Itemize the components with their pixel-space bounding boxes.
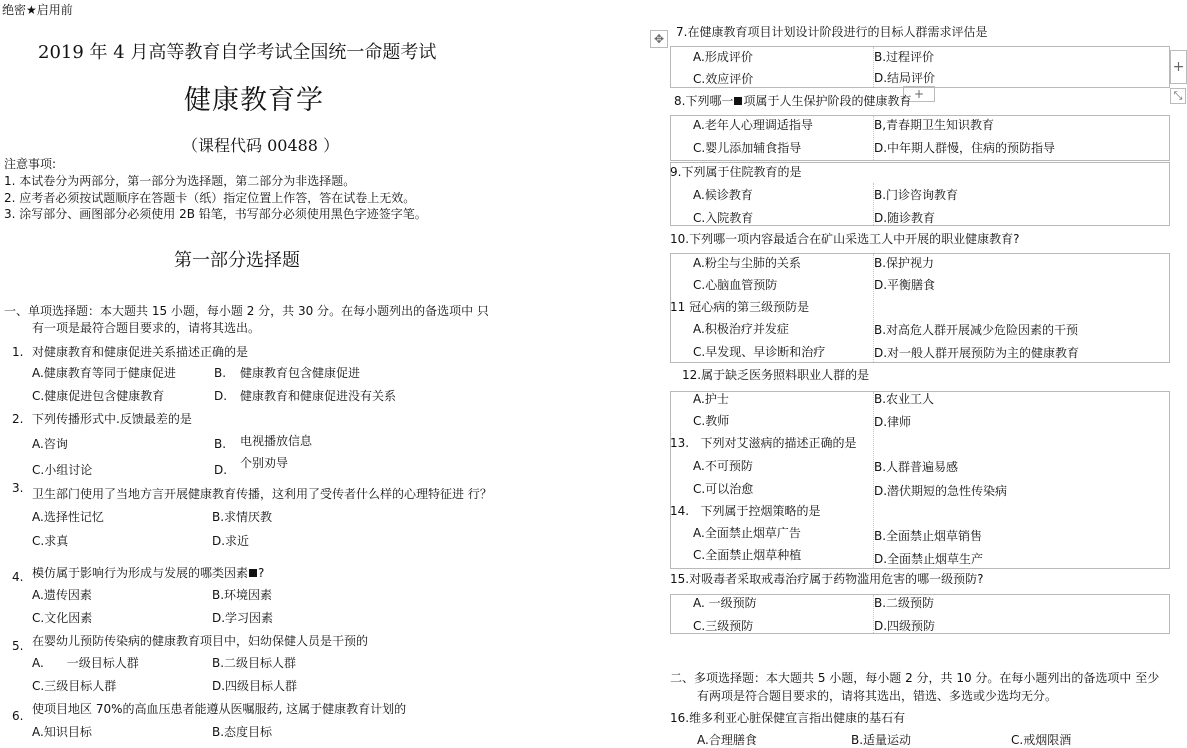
q15-option-a: A. 一级预防 xyxy=(693,596,757,610)
q6-option-b: B.态度目标 xyxy=(212,725,273,739)
q11-option-a: A.积极治疗并发症 xyxy=(693,322,789,336)
q6-text: 使项目地区 70%的高血压患者能遵从医嘱服药, 这属于健康教育计划的 xyxy=(32,702,407,716)
q15-text: 15.对吸毒者采取戒毒治疗属于药物滥用危害的哪一级预防? xyxy=(670,572,984,586)
q1-text: 对健康教育和健康促进关系描述正确的是 xyxy=(32,345,249,359)
q16-option-b: B.适量运动 xyxy=(851,733,912,747)
q5-text: 在婴幼儿预防传染病的健康教育项目中，妇幼保健人员是干预的 xyxy=(32,634,369,648)
exam-title: 2019 年 4 月高等教育自学考试全国统一命题考试 xyxy=(38,42,437,63)
q1-number: 1. xyxy=(12,345,24,359)
q16-option-c: C.戒烟限酒 xyxy=(1011,733,1072,747)
q11-text: 11 冠心病的第三级预防是 xyxy=(670,300,810,314)
q7-text: 7.在健康教育项目计划设计阶段进行的目标人群需求评估是 xyxy=(676,25,988,39)
q12-option-a: A.护士 xyxy=(693,392,729,406)
q15-option-c: C.三级预防 xyxy=(693,619,754,633)
q7-option-c: C.效应评价 xyxy=(693,72,754,86)
redaction-mark xyxy=(249,569,257,577)
q1-option-d: 健康教育和健康促进没有关系 xyxy=(240,389,397,403)
q14-option-c: C.全面禁止烟草种植 xyxy=(693,548,802,562)
q8-option-d: D.中年期人群慢，住病的预防指导 xyxy=(874,141,1056,155)
q4-text-tail: ? xyxy=(258,566,265,580)
q11-option-d: D.对一般人群开展预防为主的健康教育 xyxy=(874,346,1080,360)
q8-option-b: B,青春期卫生知识教育 xyxy=(874,118,995,132)
q10-option-d: D.平衡膳食 xyxy=(874,278,936,292)
q5-number: 5. xyxy=(12,639,24,653)
q12-option-b: B.农业工人 xyxy=(874,392,935,406)
q13-text: 13. 下列对艾滋病的描述正确的是 xyxy=(670,436,857,450)
q4-option-c: C.文化因素 xyxy=(32,611,93,625)
q14-text: 14. 下列属于控烟策略的是 xyxy=(670,504,821,518)
q3-option-d: D.求近 xyxy=(212,534,250,548)
part1-title: 第一部分选择题 xyxy=(174,250,300,271)
q4-option-d: D.学习因素 xyxy=(212,611,274,625)
q14-option-b: B.全面禁止烟草销售 xyxy=(874,529,983,543)
notice-title: 注意事项: xyxy=(4,157,57,171)
multi-intro-line2: 有两项是符合题目要求的，请将其选出，错选、多选或少选均无分。 xyxy=(697,689,1058,703)
q7-option-b: B.过程评价 xyxy=(874,50,935,64)
q8-text-head: 8.下列哪一 xyxy=(674,94,734,108)
add-row-icon[interactable]: + xyxy=(903,86,935,102)
q6-option-a: A.知识目标 xyxy=(32,725,92,739)
q9-option-c: C.入院教育 xyxy=(693,211,754,225)
q14-option-a: A.全面禁止烟草广告 xyxy=(693,526,801,540)
q11-option-b: B.对高危人群开展减少危险因素的干预 xyxy=(874,323,1079,337)
q12-option-d: D.律师 xyxy=(874,415,912,429)
q13-option-c: C.可以治愈 xyxy=(693,482,754,496)
q9-text: 9.下列属于住院教育的是 xyxy=(670,165,802,179)
q10-text: 10.下列哪一项内容最适合在矿山采选工人中开展的职业健康教育? xyxy=(670,232,1020,246)
q2-number: 2. xyxy=(12,412,24,426)
q5-option-a: A. 一级目标人群 xyxy=(32,656,139,670)
q1-option-c: C.健康促进包含健康教育 xyxy=(32,389,165,403)
q6-number: 6. xyxy=(12,709,24,723)
q13-option-b: B.人群普遍易感 xyxy=(874,460,959,474)
q8-option-c: C.婴儿添加辅食指导 xyxy=(693,141,802,155)
q10-option-a: A.粉尘与尘肺的关系 xyxy=(693,256,801,270)
q2-option-a: A.咨询 xyxy=(32,437,68,451)
q15-option-b: B.二级预防 xyxy=(874,596,935,610)
q2-option-b-letter: B. xyxy=(214,437,227,451)
q9-option-b: B.门诊咨询教育 xyxy=(874,188,959,202)
q4-text-wrap xyxy=(32,566,264,580)
notice-item-2: 2. 应考者必须按试题顺序在答题卡（纸）指定位置上作答，答在试卷上无效。 xyxy=(4,191,416,205)
q11-option-c: C.早发现、早诊断和治疗 xyxy=(693,345,826,359)
q13-option-d: D.潜伏期短的急性传染病 xyxy=(874,484,1008,498)
notice-item-1: 1. 本试卷分为两部分，第一部分为选择题，第二部分为非选择题。 xyxy=(4,174,356,188)
notice-item-3: 3. 涂写部分、画图部分必须使用 2B 铅笔，书写部分必须使用黑色字迹签字笔。 xyxy=(4,207,427,221)
q3-option-c: C.求真 xyxy=(32,534,69,548)
q5-option-b: B.二级目标人群 xyxy=(212,656,297,670)
q8-text-tail: 项属于人生保护阶段的健康教育 xyxy=(743,94,912,108)
q2-option-d: 个别劝导 xyxy=(240,456,289,470)
q1-option-b: 健康教育包含健康促进 xyxy=(240,366,361,380)
q12-text: 12.属于缺乏医务照料职业人群的是 xyxy=(682,368,870,382)
q4-option-a: A.遗传因素 xyxy=(32,588,92,602)
q13-option-a: A.不可预防 xyxy=(693,459,753,473)
q3-option-a: A.选择性记忆 xyxy=(32,510,104,524)
q7-option-a: A.形成评价 xyxy=(693,50,753,64)
q7-option-d: D.结局评价 xyxy=(874,71,936,85)
q1-option-b-letter: B. xyxy=(214,366,227,380)
q4-text: 模仿属于影响行为形成与发展的哪类因素 xyxy=(32,566,249,580)
table-move-handle-icon[interactable]: ✥ xyxy=(650,30,668,48)
q3-text: 卫生部门使用了当地方言开展健康教育传播，这利用了受传者什么样的心理特征进 行？ xyxy=(32,487,492,501)
q9-option-a: A.候诊教育 xyxy=(693,188,753,202)
q10-option-b: B.保护视力 xyxy=(874,256,935,270)
subject-title: 健康教育学 xyxy=(184,85,324,116)
q2-option-b: 电视播放信息 xyxy=(240,434,313,448)
q14-option-d: D.全面禁止烟草生产 xyxy=(874,552,984,566)
single-intro-line1: 一、单项选择题：本大题共 15 小题，每小题 2 分，共 30 分。在每小题列出的备选项中 只 xyxy=(4,304,489,318)
q2-option-d-letter: D. xyxy=(214,463,228,477)
q16-text: 16.维多利亚心脏保健宣言指出健康的基石有 xyxy=(670,711,906,725)
q2-option-c: C.小组讨论 xyxy=(32,463,93,477)
q1-option-a: A.健康教育等同于健康促进 xyxy=(32,366,176,380)
q8-option-a: A.老年人心理调适指导 xyxy=(693,118,813,132)
q9-option-d: D.随诊教育 xyxy=(874,211,936,225)
q3-number: 3. xyxy=(12,481,24,495)
table-resize-icon[interactable]: ⤡ xyxy=(1170,88,1186,104)
redaction-mark xyxy=(734,97,742,105)
q1-option-d-letter: D. xyxy=(214,389,228,403)
multi-intro-line1: 二、多项选择题：本大题共 5 小题，每小题 2 分，共 10 分。在每小题列出的备选项中 至少 xyxy=(670,671,1160,685)
q4-number: 4. xyxy=(12,570,24,584)
q5-option-c: C.三级目标人群 xyxy=(32,679,117,693)
q3-option-b: B.求情厌教 xyxy=(212,510,273,524)
q4-option-b: B.环境因素 xyxy=(212,588,273,602)
q2-text: 下列传播形式中.反馈最差的是 xyxy=(32,412,192,426)
single-intro-line2: 有一项是最符合题目要求的，请将其选出。 xyxy=(32,321,261,335)
q8-text-wrap xyxy=(674,94,911,108)
q15-option-d: D.四级预防 xyxy=(874,619,936,633)
q5-option-d: D.四级目标人群 xyxy=(212,679,298,693)
q10-option-c: C.心脑血管预防 xyxy=(693,278,778,292)
secret-label: 绝密★启用前 xyxy=(2,3,73,17)
course-code: （课程代码 00488 ） xyxy=(182,136,340,155)
add-column-icon[interactable]: + xyxy=(1170,50,1187,84)
q16-option-a: A.合理膳食 xyxy=(697,733,757,747)
q12-option-c: C.教师 xyxy=(693,414,730,428)
